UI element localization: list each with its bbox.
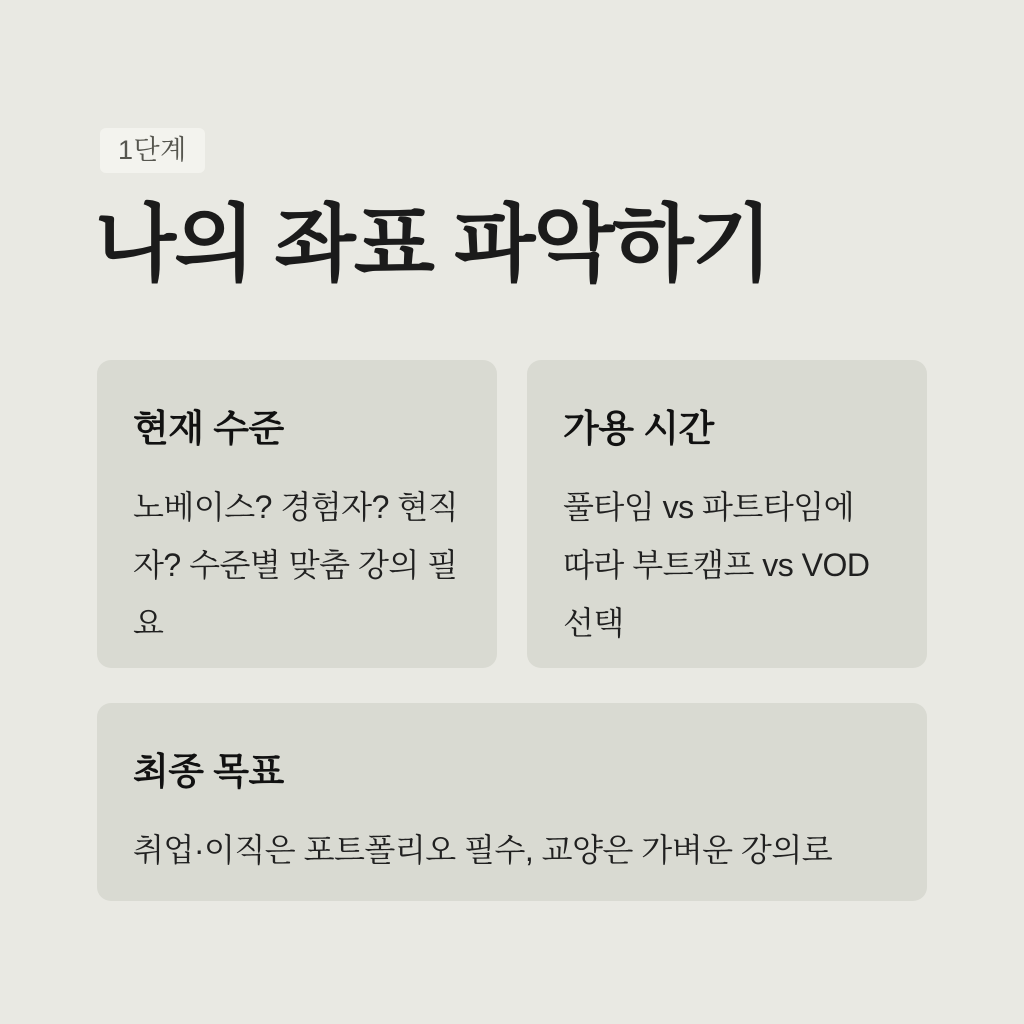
card-final-goal-body: 취업·이직은 포트폴리오 필수, 교양은 가벼운 강의로: [133, 832, 833, 868]
card-available-time-heading: 가용 시간: [563, 408, 714, 449]
card-available-time-body: 풀타임 vs 파트타임에 따라 부트캠프 vs VOD 선택: [563, 489, 870, 641]
card-current-level: [97, 360, 497, 668]
card-final-goal-heading: 최종 목표: [133, 751, 284, 792]
card-current-level-body: 노베이스? 경험자? 현직자? 수준별 맞춤 강의 필요: [133, 489, 459, 641]
cards-row: [97, 360, 927, 668]
card-final-goal: [97, 703, 927, 901]
card-available-time: [527, 360, 927, 668]
card-current-level-heading: 현재 수준: [133, 408, 284, 449]
cards-area: [97, 360, 927, 901]
page-title: 나의 좌표 파악하기: [95, 197, 771, 291]
step-badge: 1단계: [100, 128, 205, 173]
